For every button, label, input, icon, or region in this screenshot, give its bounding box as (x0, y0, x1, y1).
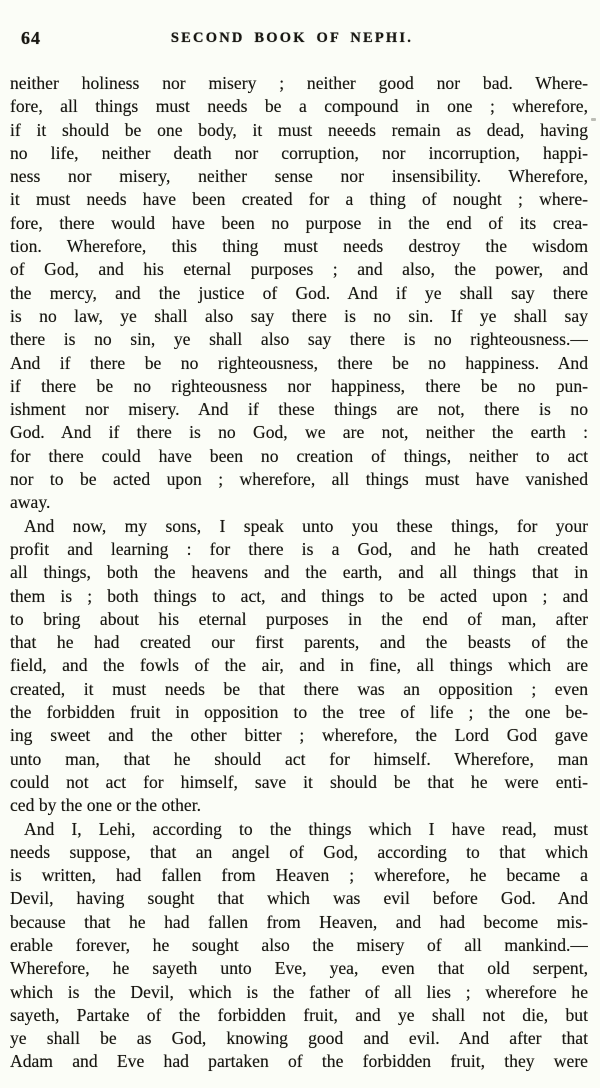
text-line: ishment nor misery. And if these things are not, there is no (10, 399, 588, 420)
text-line: there is no sin, ye shall also say there is no righteousness.— (10, 329, 588, 350)
text-line: the forbidden fruit in opposition to the tree of life ; the one be- (10, 702, 588, 723)
text-line: God. And if there is no God, we are not, neither the earth : (10, 422, 588, 443)
text-line: sayeth, Partake of the forbidden fruit, and ye shall not die, but (10, 1004, 588, 1025)
page-number: 64 (21, 28, 41, 48)
text-line: Adam and Eve had partaken of the forbidden fruit, they were (10, 1051, 588, 1072)
text-line: erable forever, he sought also the misery of all mankind.— (10, 934, 588, 955)
text-line: unto man, that he should act for himself. Wherefore, man (10, 748, 588, 769)
text-block (10, 72, 588, 1074)
scan-artifact (591, 118, 596, 121)
text-line: And I, Lehi, according to the things which I have read, must (24, 818, 588, 839)
paragraph (10, 515, 588, 818)
text-line: Wherefore, he sayeth unto Eve, yea, even that old serpent, (10, 958, 588, 979)
text-line: is no law, ye shall also say there is no sin. If ye shall say (10, 305, 588, 326)
paragraph (10, 72, 588, 515)
text-line: if it should be one body, it must neeeds remain as dead, having (10, 119, 588, 140)
text-line: fore, all things must needs be a compound in one ; wherefore, (10, 96, 588, 117)
running-head: SECOND BOOK OF NEPHI. (170, 30, 414, 46)
text-line: is written, had fallen from Heaven ; wherefore, he became a (10, 865, 588, 886)
text-line: all things, both the heavens and the earth, and all things that in (10, 562, 588, 583)
text-line: it must needs have been created for a thing of nought ; where- (10, 189, 588, 210)
text-line: because that he had fallen from Heaven, and had become mis- (10, 911, 588, 932)
text-line: no life, neither death nor corruption, nor incorruption, happi- (10, 142, 588, 163)
text-line: tion. Wherefore, this thing must needs destroy the wisdom (10, 236, 588, 257)
text-line: ing sweet and the other bitter ; wherefore, the Lord God gave (10, 725, 588, 746)
text-line: neither holiness nor misery ; neither good nor bad. Where- (10, 73, 588, 93)
text-line: to bring about his eternal purposes in the end of man, after (10, 608, 588, 629)
text-line: nor to be acted upon ; wherefore, all things must have vanished (10, 469, 588, 490)
text-line: created, it must needs be that there was an opposition ; even (10, 678, 588, 699)
text-line: ye shall be as God, knowing good and evil. And after that (10, 1028, 588, 1049)
text-line: that he had created our first parents, and the beasts of the (10, 632, 588, 653)
text-line: And if there be no righteousness, there be no happiness. And (10, 352, 588, 373)
text-line: which is the Devil, which is the father of all lies ; wherefore he (10, 981, 588, 1002)
text-line: ced by the one or the other. (10, 795, 202, 816)
text-line: Devil, having sought that which was evil before God. And (10, 888, 588, 909)
text-line: fore, there would have been no purpose in the end of its crea- (10, 212, 588, 233)
text-line: And now, my sons, I speak unto you these things, for your (24, 515, 588, 536)
text-line: field, and the fowls of the air, and in fine, all things which are (10, 655, 588, 676)
paragraph (10, 818, 588, 1074)
text-line: profit and learning : for there is a God, and he hath created (10, 538, 588, 559)
text-line: ness nor misery, neither sense nor insensibility. Wherefore, (10, 166, 588, 187)
text-line: the mercy, and the justice of God. And if ye shall say there (10, 282, 588, 303)
text-line: away. (10, 492, 51, 513)
text-line: of God, and his eternal purposes ; and also, the power, and (10, 259, 588, 280)
text-line: needs suppose, that an angel of God, according to that which (10, 841, 588, 862)
text-line: for there could have been no creation of things, neither to act (10, 445, 588, 466)
text-line: if there be no righteousness nor happiness, there be no pun- (10, 375, 588, 396)
text-line: them is ; both things to act, and things to be acted upon ; and (10, 585, 588, 606)
text-line: could not act for himself, save it should be that he were enti- (10, 771, 588, 792)
